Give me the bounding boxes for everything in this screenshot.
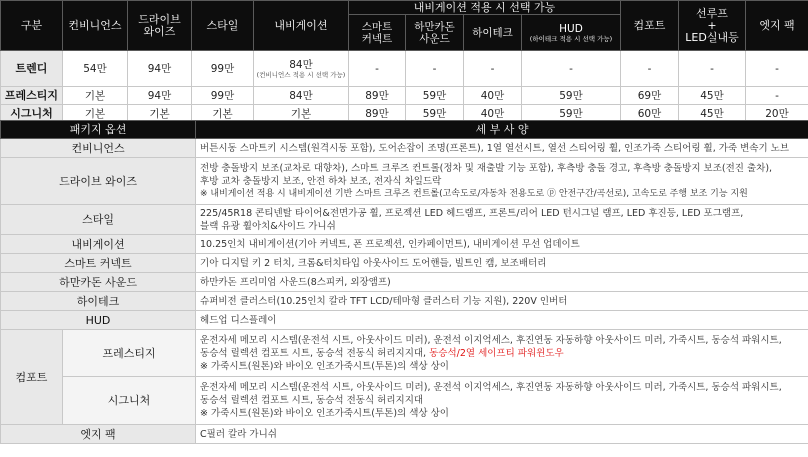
price-cell: 69만 [621, 87, 679, 105]
header-edge-pack: 엣지 팩 [746, 1, 808, 51]
option-row-smart-connect [1, 254, 808, 273]
price-cell: - [679, 51, 746, 87]
detail-line: 슈퍼비전 클러스터(10.25인치 칼라 TFT LCD/테마형 클러스터 기능 지원), 220V 인버터 [200, 295, 568, 307]
comfort-trim-signature: 시그니처 [63, 377, 196, 425]
price-cell: 40만 [464, 105, 522, 123]
option-name: 스타일 [1, 205, 196, 235]
option-name-comfort: 컴포트 [1, 330, 63, 425]
detail-highlight: 동승석/2열 세이프티 파워윈도우 [429, 347, 564, 359]
price-cell: 40만 [464, 87, 522, 105]
option-name: 하이테크 [1, 292, 196, 311]
header-details: 세 부 사 양 [196, 121, 808, 139]
price-cell: 59만 [522, 105, 621, 123]
detail-note: ※ 내비게이션 적용 시 내비게이션 기반 스마트 크루즈 컨트롤(고속도로/자동차 전용도로 ⓟ 안전구간/곡선로), 고속도로 주행 보조 기능 지원 [200, 188, 748, 199]
header-navigation-group: 내비게이션 적용 시 선택 가능 [349, 1, 621, 15]
price-cell: - [522, 51, 621, 87]
price-cell: 99만 [192, 87, 254, 105]
option-details [196, 425, 808, 444]
option-details [196, 254, 808, 273]
detail-line: 10.25인치 내비게이션(기아 커넥트, 폰 프로젝션, 인카페이먼트), 내비게이션 무선 업데이트 [200, 238, 580, 250]
price-cell-navigation [254, 51, 349, 87]
price-cell: 59만 [406, 105, 464, 123]
price-cell: 기본 [63, 105, 128, 123]
price-cell: 59만 [406, 87, 464, 105]
option-row-comfort-prestige [1, 330, 808, 377]
price-cell: - [621, 51, 679, 87]
header-convenience: 컨비니언스 [63, 1, 128, 51]
header-package-option: 패키지 옵션 [1, 121, 196, 139]
detail-line: 225/45R18 콘티넨탈 타이어&전면가공 휠, 프로젝션 LED 헤드램프, 프론트/리어 LED 턴시그널 램프, LED 후진등, LED 포그램프, [200, 207, 744, 219]
price-cell: 94만 [128, 51, 192, 87]
option-detail-table [0, 120, 808, 444]
option-row-harman-kardon [1, 273, 808, 292]
detail-text: 동승석 릴렉션 컴포트 시트, 동승석 전동식 허리지지대, [200, 347, 430, 359]
detail-line: 후방 교차 충돌방지 보조, 안전 하차 보조, 전자식 차일드락 [200, 175, 442, 187]
option-row-style [1, 205, 808, 235]
header-harman-kardon: 하만카돈 사운드 [406, 15, 464, 51]
detail-line: 동승석 릴렉션 컴포트 시트, 동승석 전동식 허리지지대 [200, 395, 424, 406]
price-cell: 기본 [63, 87, 128, 105]
option-details [196, 158, 808, 205]
option-row-hitech [1, 292, 808, 311]
header-navigation: 내비게이션 [254, 1, 349, 51]
option-name: 하만카돈 사운드 [1, 273, 196, 292]
price-cell: - [746, 87, 808, 105]
option-details [196, 205, 808, 235]
detail-line: 블랙 유광 휠아치&사이드 가니쉬 [200, 220, 336, 232]
option-row-edge-pack [1, 425, 808, 444]
detail-line-mixed [200, 347, 808, 360]
detail-line: 하만카돈 프리미엄 사운드(8스피커, 외장앰프) [200, 276, 391, 288]
option-row-convenience [1, 139, 808, 158]
option-name: 컨비니언스 [1, 139, 196, 158]
price-cell: 기본 [192, 105, 254, 123]
detail-note: ※ 가죽시트(원톤)와 바이오 인조가죽시트(투톤)의 색상 상이 [200, 360, 449, 372]
price-value: 84만 [289, 58, 313, 71]
option-row-navigation [1, 235, 808, 254]
price-cell: - [406, 51, 464, 87]
price-cell: 기본 [254, 105, 349, 123]
header-hud-label: HUD [559, 22, 583, 35]
option-row-hud [1, 311, 808, 330]
comfort-trim-prestige: 프레스티지 [63, 330, 196, 377]
trim-name: 시그니처 [1, 105, 63, 123]
header-gubun: 구분 [1, 1, 63, 51]
option-row-drive-wise [1, 158, 808, 205]
detail-line: 운전자세 메모리 시스템(운전석 시트, 아웃사이드 미러), 운전석 이지억세스, 후진연동 자동하향 아웃사이드 미러, 가죽시트, 동승석 파워시트, [200, 334, 782, 346]
header-hitech: 하이테크 [464, 15, 522, 51]
price-cell: 99만 [192, 51, 254, 87]
detail-line: 헤드업 디스플레이 [200, 314, 277, 326]
price-cell: - [349, 51, 406, 87]
detail-line: C필러 칼라 가니쉬 [200, 428, 277, 440]
option-name: HUD [1, 311, 196, 330]
trim-name: 트렌디 [1, 51, 63, 87]
detail-line: 기아 디지털 키 2 터치, 크롬&터치타입 아웃사이드 도어핸들, 빌트인 캠, 보조배터리 [200, 257, 547, 269]
header-smart-connect: 스마트 커넥트 [349, 15, 406, 51]
option-details [196, 311, 808, 330]
price-cell: 84만 [254, 87, 349, 105]
option-name: 드라이브 와이즈 [1, 158, 196, 205]
detail-note: ※ 가죽시트(원톤)와 바이오 인조가죽시트(투톤)의 색상 상이 [200, 408, 449, 419]
header-drive-wise: 드라이브 와이즈 [128, 1, 192, 51]
option-details [196, 235, 808, 254]
price-cell: 54만 [63, 51, 128, 87]
option-name: 내비게이션 [1, 235, 196, 254]
price-cell: 94만 [128, 87, 192, 105]
price-note: (컨비니언스 적용 시 선택 가능) [256, 70, 346, 79]
price-cell: 20만 [746, 105, 808, 123]
option-price-table [0, 0, 808, 123]
option-details [196, 377, 808, 425]
header-hud [522, 15, 621, 51]
option-name: 엣지 팩 [1, 425, 196, 444]
price-cell: 기본 [128, 105, 192, 123]
option-details [196, 139, 808, 158]
header-style: 스타일 [192, 1, 254, 51]
price-cell: 89만 [349, 87, 406, 105]
option-name: 스마트 커넥트 [1, 254, 196, 273]
price-row-trendy [1, 51, 808, 87]
header-sunroof: 선루프 + LED실내등 [679, 1, 746, 51]
option-details [196, 273, 808, 292]
header-comfort: 컴포트 [621, 1, 679, 51]
price-cell: 45만 [679, 105, 746, 123]
price-cell: 59만 [522, 87, 621, 105]
price-cell: 89만 [349, 105, 406, 123]
header-hud-note: (하이테크 적용 시 선택 가능) [529, 34, 613, 43]
price-cell: 60만 [621, 105, 679, 123]
option-details [196, 292, 808, 311]
price-row-prestige [1, 87, 808, 105]
price-cell: - [746, 51, 808, 87]
detail-line: 운전자세 메모리 시스템(운전석 시트, 아웃사이드 미러), 운전석 이지억세스, 후진연동 자동하향 아웃사이드 미러, 가죽시트, 동승석 파워시트, [200, 382, 782, 393]
trim-name: 프레스티지 [1, 87, 63, 105]
option-row-comfort-signature [1, 377, 808, 425]
price-cell: - [464, 51, 522, 87]
detail-line: 버튼시동 스마트키 시스템(원격시동 포함), 도어손잡이 조명(프론트), 1열 열선시트, 열선 스티어링 휠, 인조가죽 스티어링 휠, 가죽 변속기 노브 [200, 142, 790, 154]
detail-line: 전방 충돌방지 보조(교차로 대향차), 스마트 크루즈 컨트롤(정차 및 재출발 기능 포함), 후측방 충돌 경고, 후측방 충돌방지 보조(전진 출차), [200, 162, 773, 174]
option-details [196, 330, 808, 377]
price-cell: 45만 [679, 87, 746, 105]
